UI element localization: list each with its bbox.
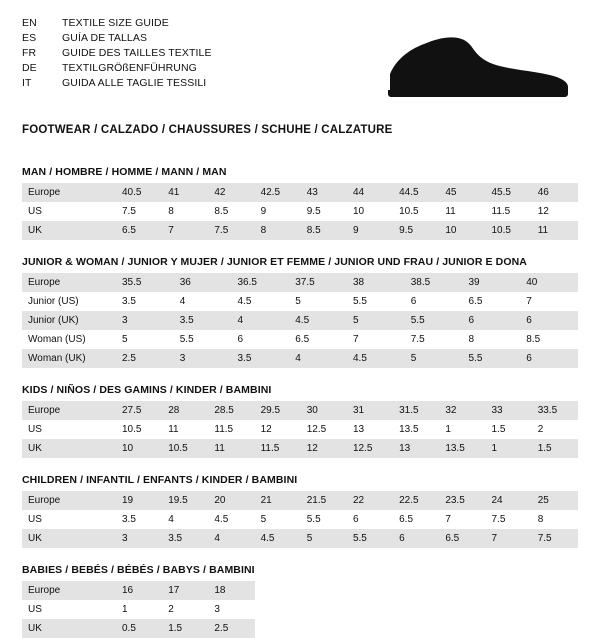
cell: 6 [463,311,521,330]
cell: 3.5 [122,514,136,525]
row-label: Europe [22,491,116,510]
language-row [22,46,212,61]
cell: 12.5 [347,439,393,458]
cell: 3.5 [232,349,290,368]
cell: 3 [214,604,220,615]
cell: 3.5 [162,529,208,548]
cell [393,619,439,638]
cell: 9 [260,206,267,217]
language-code: IT [22,77,32,89]
cell: 13.5 [399,424,419,435]
cell: 38.5 [405,273,463,292]
section-babies [22,564,578,638]
cell: 5.5 [306,514,321,525]
cell: 11.5 [491,206,511,217]
cell: 10.5 [162,439,208,458]
cell: 8.5 [301,221,347,240]
cell: 29.5 [255,401,301,420]
cell: 8.5 [526,334,541,345]
cell: 6 [520,311,578,330]
cell: 6.5 [439,529,485,548]
table-row [22,510,578,529]
cell: 2.5 [116,349,174,368]
row-label: Europe [22,581,116,600]
cell: 5.5 [463,349,521,368]
cell [393,581,439,600]
row-label: Junior (US) [28,296,79,307]
size-table-babies [22,581,578,638]
table-row [22,581,578,600]
cell: 33.5 [532,401,578,420]
cell: 21 [255,491,301,510]
cell: 1 [445,424,451,435]
cell: 32 [439,401,485,420]
table-row [22,183,578,202]
cell: 23.5 [439,491,485,510]
cell [486,581,532,600]
cell: 5.5 [353,296,367,307]
cell: 4 [232,311,290,330]
row-label: UK [22,439,116,458]
cell: 5 [295,296,301,307]
cell: 4.5 [237,296,252,307]
cell: 31 [347,401,393,420]
cell: 8 [468,334,475,345]
page-title: FOOTWEAR / CALZADO / CHAUSSURES / SCHUHE / CALZATURE [22,124,393,136]
cell [439,581,485,600]
row-label: US [28,206,42,217]
cell: 6 [393,529,439,548]
table-row [22,529,578,548]
cell: 5 [347,311,405,330]
cell [347,600,393,619]
table-row [22,401,578,420]
cell [301,619,347,638]
size-table-children [22,491,578,548]
language-title: GUIDE DES TAILLES TEXTILE [62,47,212,59]
section-title: BABIES / BEBÉS / BÉBÉS / BABYS / BAMBINI [22,564,255,576]
cell [255,600,301,619]
cell: 11 [208,439,254,458]
cell [532,581,578,600]
table-row [22,330,578,349]
cell: 4 [208,529,254,548]
cell: 8 [537,514,544,525]
cell: 28 [162,401,208,420]
cell: 8.5 [214,206,229,217]
cell: 35.5 [116,273,174,292]
section-title: KIDS / NIÑOS / DES GAMINS / KINDER / BAMBINI [22,384,272,396]
cell: 10.5 [399,206,419,217]
cell [347,581,393,600]
language-row [22,16,212,31]
row-label: Europe [22,401,116,420]
cell: 25 [532,491,578,510]
size-table-kids [22,401,578,458]
cell: 7.5 [532,529,578,548]
cell: 10.5 [486,221,532,240]
language-title: TEXTILE SIZE GUIDE [62,17,169,29]
cell: 0.5 [116,619,162,638]
cell: 36 [174,273,232,292]
cell: 8 [255,221,301,240]
cell: 1 [486,439,532,458]
cell: 45 [439,183,485,202]
cell: 3 [174,349,232,368]
cell: 45.5 [486,183,532,202]
cell [347,619,393,638]
table-row [22,619,578,638]
cell: 3.5 [122,296,136,307]
row-label: UK [22,221,116,240]
row-label: UK [22,619,116,638]
cell [255,581,301,600]
table-row [22,273,578,292]
cell: 1 [122,604,128,615]
cell: 5 [301,529,347,548]
cell: 10 [439,221,485,240]
cell: 11 [168,424,179,435]
row-label: Junior (UK) [22,311,116,330]
cell: 18 [208,581,254,600]
cell: 19.5 [162,491,208,510]
cell: 9.5 [306,206,321,217]
cell: 6 [352,514,359,525]
row-label: US [28,514,42,525]
cell: 6.5 [468,296,483,307]
cell: 24 [486,491,532,510]
table-row [22,202,578,221]
cell: 17 [162,581,208,600]
cell: 3 [116,311,174,330]
cell: 7.5 [410,334,425,345]
cell: 5 [260,514,267,525]
cell: 11 [532,221,578,240]
cell: 38 [347,273,405,292]
table-row [22,439,578,458]
cell: 37.5 [289,273,347,292]
cell: 6.5 [116,221,162,240]
cell [439,600,485,619]
dress-shoe-icon [382,30,572,102]
cell: 1.5 [532,439,578,458]
cell: 10 [352,206,365,217]
cell [393,600,439,619]
language-code: DE [22,62,37,74]
cell: 19 [116,491,162,510]
cell: 12 [537,206,549,217]
row-label: US [28,424,42,435]
cell: 4.5 [289,311,347,330]
cell: 10.5 [122,424,142,435]
cell: 1.5 [162,619,208,638]
row-label: UK [22,529,116,548]
cell: 5.5 [347,529,393,548]
cell: 3 [116,529,162,548]
cell: 44.5 [393,183,439,202]
cell: 8 [168,206,174,217]
cell: 13.5 [439,439,485,458]
cell: 6 [410,296,417,307]
language-title: GUIDA ALLE TAGLIE TESSILI [62,77,207,89]
table-row [22,491,578,510]
section-junior-woman [22,256,578,368]
cell: 40 [520,273,578,292]
cell: 22 [347,491,393,510]
cell: 36.5 [232,273,290,292]
cell: 4.5 [214,514,229,525]
table-row [22,221,578,240]
table-row [22,349,578,368]
cell: 31.5 [393,401,439,420]
cell: 20 [208,491,254,510]
cell: 7 [486,529,532,548]
cell: 7 [353,334,359,345]
cell: 21.5 [301,491,347,510]
section-man [22,166,578,240]
cell: 7.5 [208,221,254,240]
cell: 16 [116,581,162,600]
cell [301,600,347,619]
cell: 4 [179,296,186,307]
cell: 2 [537,424,544,435]
cell: 1.5 [491,424,506,435]
cell: 9.5 [393,221,439,240]
language-row [22,31,212,46]
cell: 12 [260,424,272,435]
cell [486,619,532,638]
language-code: FR [22,47,37,59]
cell: 6.5 [399,514,414,525]
cell: 6.5 [295,334,310,345]
row-label: Europe [22,273,116,292]
size-table-man [22,183,578,240]
table-row [22,600,578,619]
cell: 3.5 [174,311,232,330]
cell [532,619,578,638]
cell [439,619,485,638]
cell: 7 [445,514,451,525]
language-row [22,76,212,91]
cell: 5 [405,349,463,368]
row-label: Woman (US) [28,334,86,345]
language-title: TEXTILGRÖßENFÜHRUNG [62,62,197,74]
cell: 22.5 [393,491,439,510]
cell: 27.5 [116,401,162,420]
cell: 11.5 [214,424,234,435]
cell: 7.5 [122,206,136,217]
cell: 5 [122,334,128,345]
cell: 11.5 [255,439,301,458]
section-title: MAN / HOMBRE / HOMME / MANN / MAN [22,166,227,178]
cell: 33 [486,401,532,420]
cell: 12.5 [306,424,327,435]
cell: 42 [208,183,254,202]
cell: 13 [352,424,365,435]
cell: 41 [162,183,208,202]
cell: 13 [393,439,439,458]
cell: 44 [347,183,393,202]
cell: 9 [347,221,393,240]
section-title: CHILDREN / INFANTIL / ENFANTS / KINDER / BAMBINI [22,474,298,486]
cell: 6 [520,349,578,368]
cell [255,619,301,638]
cell: 7.5 [491,514,506,525]
row-label: US [28,604,42,615]
language-code: ES [22,32,37,44]
cell: 6 [237,334,244,345]
section-title: JUNIOR & WOMAN / JUNIOR Y MUJER / JUNIOR ET FEMME / JUNIOR UND FRAU / JUNIOR E DONA [22,256,527,268]
language-code: EN [22,17,37,29]
table-row [22,292,578,311]
page-header [22,16,578,108]
cell: 46 [532,183,578,202]
table-row [22,420,578,439]
cell: 12 [301,439,347,458]
cell: 4.5 [255,529,301,548]
cell: 4.5 [347,349,405,368]
cell: 5.5 [179,334,194,345]
cell [486,600,532,619]
cell: 7 [162,221,208,240]
cell: 40.5 [116,183,162,202]
cell [301,581,347,600]
cell: 4 [289,349,347,368]
cell: 30 [301,401,347,420]
language-row [22,61,212,76]
cell: 5.5 [405,311,463,330]
language-title-list [22,16,212,91]
cell [532,600,578,619]
language-title: GUÍA DE TALLAS [62,32,148,44]
cell: 10 [116,439,162,458]
cell: 11 [445,206,456,217]
cell: 2.5 [208,619,254,638]
row-label: Woman (UK) [22,349,116,368]
row-label: Europe [22,183,116,202]
cell: 39 [463,273,521,292]
cell: 4 [168,514,174,525]
cell: 2 [168,604,174,615]
cell: 43 [301,183,347,202]
section-kids [22,384,578,458]
cell: 42.5 [255,183,301,202]
size-table-junior-woman [22,273,578,368]
cell: 7 [526,296,532,307]
cell: 28.5 [208,401,254,420]
table-row [22,311,578,330]
section-children [22,474,578,548]
